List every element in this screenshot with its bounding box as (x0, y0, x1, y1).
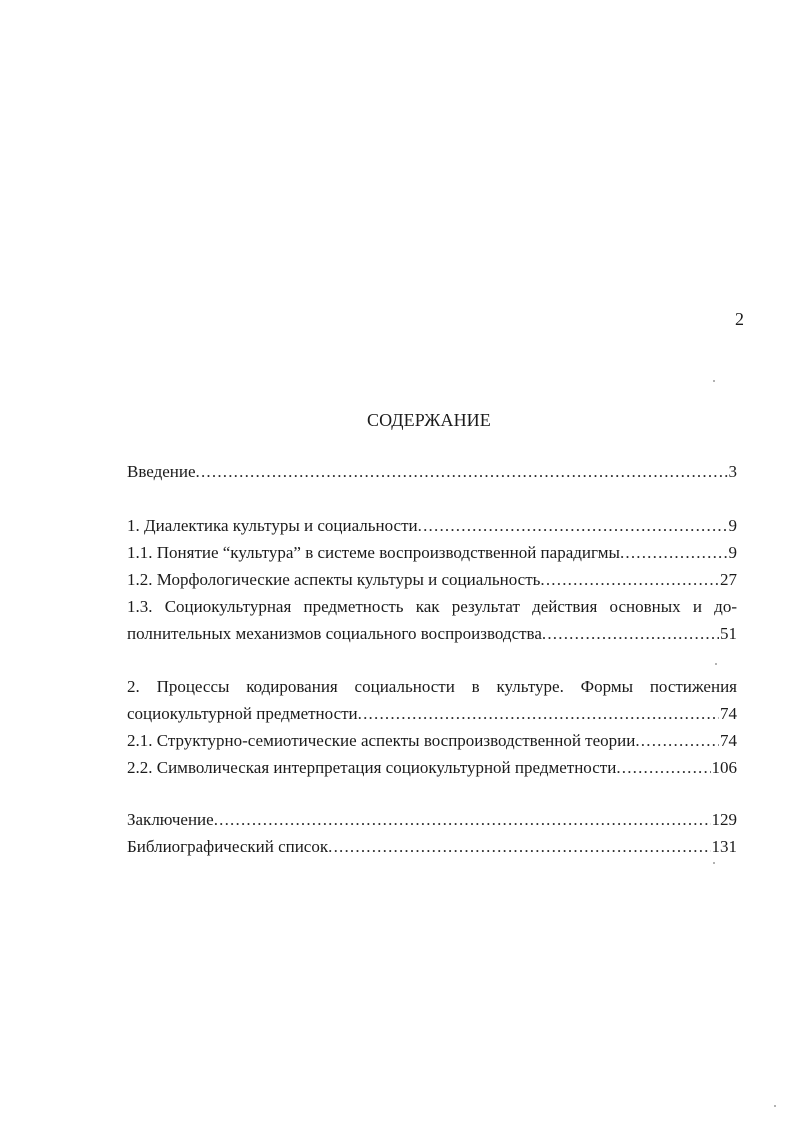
toc-entry-label: Введение (127, 462, 196, 481)
toc-entry-page: 51 (720, 624, 737, 643)
dot-leader (616, 756, 710, 780)
toc-entry-label: 2.1. Структурно-семиотические аспекты воспроизводственной теории (127, 731, 636, 750)
toc-entry-section-1-1[interactable] (127, 541, 737, 565)
toc-entry-page: 129 (711, 810, 737, 829)
toc-entry-label: социокультурной предметности (127, 704, 358, 723)
toc-entry-page: 27 (720, 570, 737, 589)
dot-leader (418, 514, 728, 538)
dot-leader (196, 460, 728, 484)
toc-entry-section-2-1[interactable] (127, 729, 737, 753)
toc-entry-conclusion[interactable] (127, 808, 737, 832)
dot-leader (635, 729, 719, 753)
toc-entry-page: 3 (728, 462, 737, 481)
toc-entry-bibliography[interactable] (127, 835, 737, 859)
toc-entry-chapter-1[interactable] (127, 514, 737, 538)
toc-entry-section-1-2[interactable] (127, 568, 737, 592)
toc-entry-chapter-2-line-2[interactable] (127, 702, 737, 726)
toc-entry-label: 1. Диалектика культуры и социальности (127, 516, 418, 535)
toc-entry-label: 1.3. Социокультурная предметность как результат действия основных и до- (127, 597, 737, 616)
toc-entry-page: 106 (711, 758, 737, 777)
toc-entry-label: 2.2. Символическая интерпретация социокультурной предметности (127, 758, 617, 777)
dot-leader (214, 808, 711, 832)
page-number: 2 (735, 309, 744, 329)
toc-entry-section-2-2[interactable] (127, 756, 737, 780)
scan-speck (713, 862, 715, 864)
toc-entry-label: Библиографический список (127, 837, 329, 856)
toc-entry-label: полнительных механизмов социального воспроизводства (127, 624, 542, 643)
toc-entry-page: 131 (711, 837, 737, 856)
toc-entry-label: 1.1. Понятие “культура” в системе воспроизводственной парадигмы (127, 543, 620, 562)
toc-entry-introduction[interactable] (127, 460, 737, 484)
dot-leader (540, 568, 719, 592)
toc-entry-section-1-3-line-1[interactable] (127, 595, 737, 619)
toc-entry-page: 74 (720, 704, 737, 723)
dot-leader (358, 702, 719, 726)
scan-speck (715, 663, 717, 665)
toc-entry-label: 1.2. Морфологические аспекты культуры и социальность (127, 570, 541, 589)
toc-entry-label: Заключение (127, 810, 214, 829)
dot-leader (542, 622, 719, 646)
dot-leader (620, 541, 728, 565)
toc-entry-page: 9 (728, 516, 737, 535)
scan-speck (774, 1105, 776, 1107)
dot-leader (328, 835, 710, 859)
toc-entry-section-1-3-line-2[interactable] (127, 622, 737, 646)
toc-entry-label: 2. Процессы кодирования социальности в культуре. Формы постижения (127, 677, 737, 696)
toc-entry-page: 9 (728, 543, 737, 562)
toc-entry-page: 74 (720, 731, 737, 750)
toc-entry-chapter-2-line-1[interactable] (127, 675, 737, 699)
scan-speck (713, 380, 715, 382)
toc-title: СОДЕРЖАНИЕ (367, 410, 491, 430)
